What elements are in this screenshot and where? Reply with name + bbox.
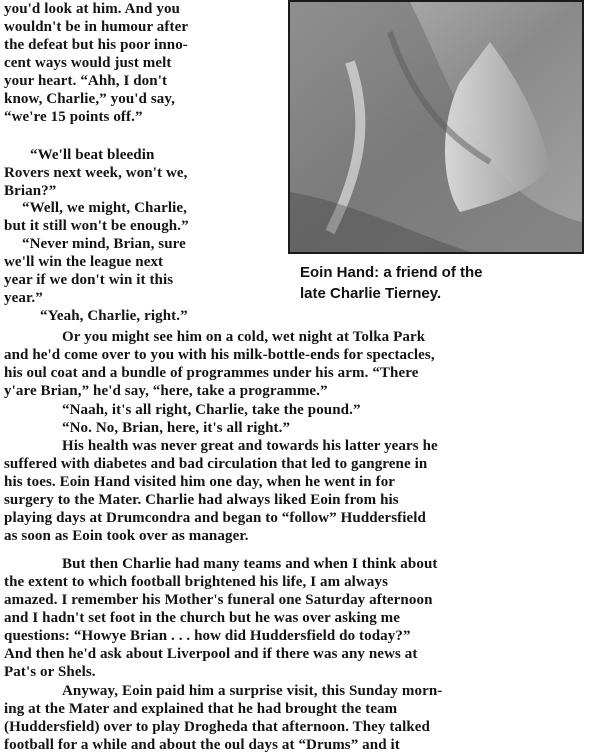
text-line: “We'll beat bleedin <box>30 147 155 163</box>
text-line: year if we don't win it this <box>4 272 174 288</box>
text-line: your heart. “Ahh, I don't <box>4 73 168 89</box>
text-line: playing days at Drumcondra and began to “follow” Huddersfield <box>4 510 426 526</box>
text-line: and he'd come over to you with his milk-bottle-ends for spectacles, <box>4 347 435 363</box>
text-line: “No. No, Brian, here, it's all right.” <box>62 420 291 436</box>
photo-caption <box>300 262 590 304</box>
text-line: ing at the Mater and explained that he had brought the team <box>4 701 398 717</box>
text-line: you'd look at him. And you <box>4 1 180 17</box>
text-line: the defeat but his poor inno- <box>4 37 188 53</box>
text-line: his toes. Eoin Hand visited him one day, when he went in for <box>4 474 396 490</box>
text-line: “Never mind, Brian, sure <box>22 236 186 252</box>
text-line: Brian?” <box>4 183 57 199</box>
text-line: we'll win the league next <box>4 254 164 270</box>
text-line: and I hadn't set foot in the church but he was over asking me <box>4 610 401 626</box>
text-line: y'are Brian,” he'd say, “here, take a programme.” <box>4 383 328 399</box>
text-line: But then Charlie had many teams and when I think about <box>62 556 438 572</box>
text-line: but it still won't be enough.” <box>4 218 189 234</box>
photo-image <box>290 2 582 252</box>
text-line: (Huddersfield) over to play Drogheda that afternoon. They talked <box>4 719 430 735</box>
text-line: Pat's or Shels. <box>4 664 96 680</box>
text-line: surgery to the Mater. Charlie had always liked Eoin from his <box>4 492 399 508</box>
text-line: Rovers next week, won't we, <box>4 165 188 181</box>
photo-eoin-hand <box>288 0 584 254</box>
text-line: year.” <box>4 290 43 306</box>
caption-line: late Charlie Tierney. <box>300 285 442 302</box>
text-line: wouldn't be in humour after <box>4 19 189 35</box>
text-line: know, Charlie,” you'd say, <box>4 91 175 107</box>
text-line: Anyway, Eoin paid him a surprise visit, this Sunday morn- <box>62 683 443 699</box>
text-line: his oul coat and a bundle of programmes under his arm. “There <box>4 365 419 381</box>
text-line: cent ways would just melt <box>4 55 172 71</box>
caption-line: Eoin Hand: a friend of the <box>300 264 483 281</box>
text-line: as soon as Eoin took over as manager. <box>4 528 249 544</box>
text-line: “Naah, it's all right, Charlie, take the pound.” <box>62 402 361 418</box>
text-line: amazed. I remember his Mother's funeral one Saturday afternoon <box>4 592 433 608</box>
text-line: the extent to which football brightened his life, I am always <box>4 574 389 590</box>
text-line: questions: “Howye Brian . . . how did Huddersfield do today?” <box>4 628 411 644</box>
text-line: “Well, we might, Charlie, <box>22 200 187 216</box>
text-line: Or you might see him on a cold, wet night at Tolka Park <box>62 329 426 345</box>
text-line: His health was never great and towards his latter years he <box>62 438 438 454</box>
text-line: “we're 15 points off.” <box>4 109 143 125</box>
text-line: And then he'd ask about Liverpool and if there was any news at <box>4 646 418 662</box>
text-line: “Yeah, Charlie, right.” <box>40 308 188 324</box>
text-line: football for a while and about the oul days at “Drums” and it <box>4 737 400 753</box>
text-line: suffered with diabetes and bad circulation that led to gangrene in <box>4 456 428 472</box>
